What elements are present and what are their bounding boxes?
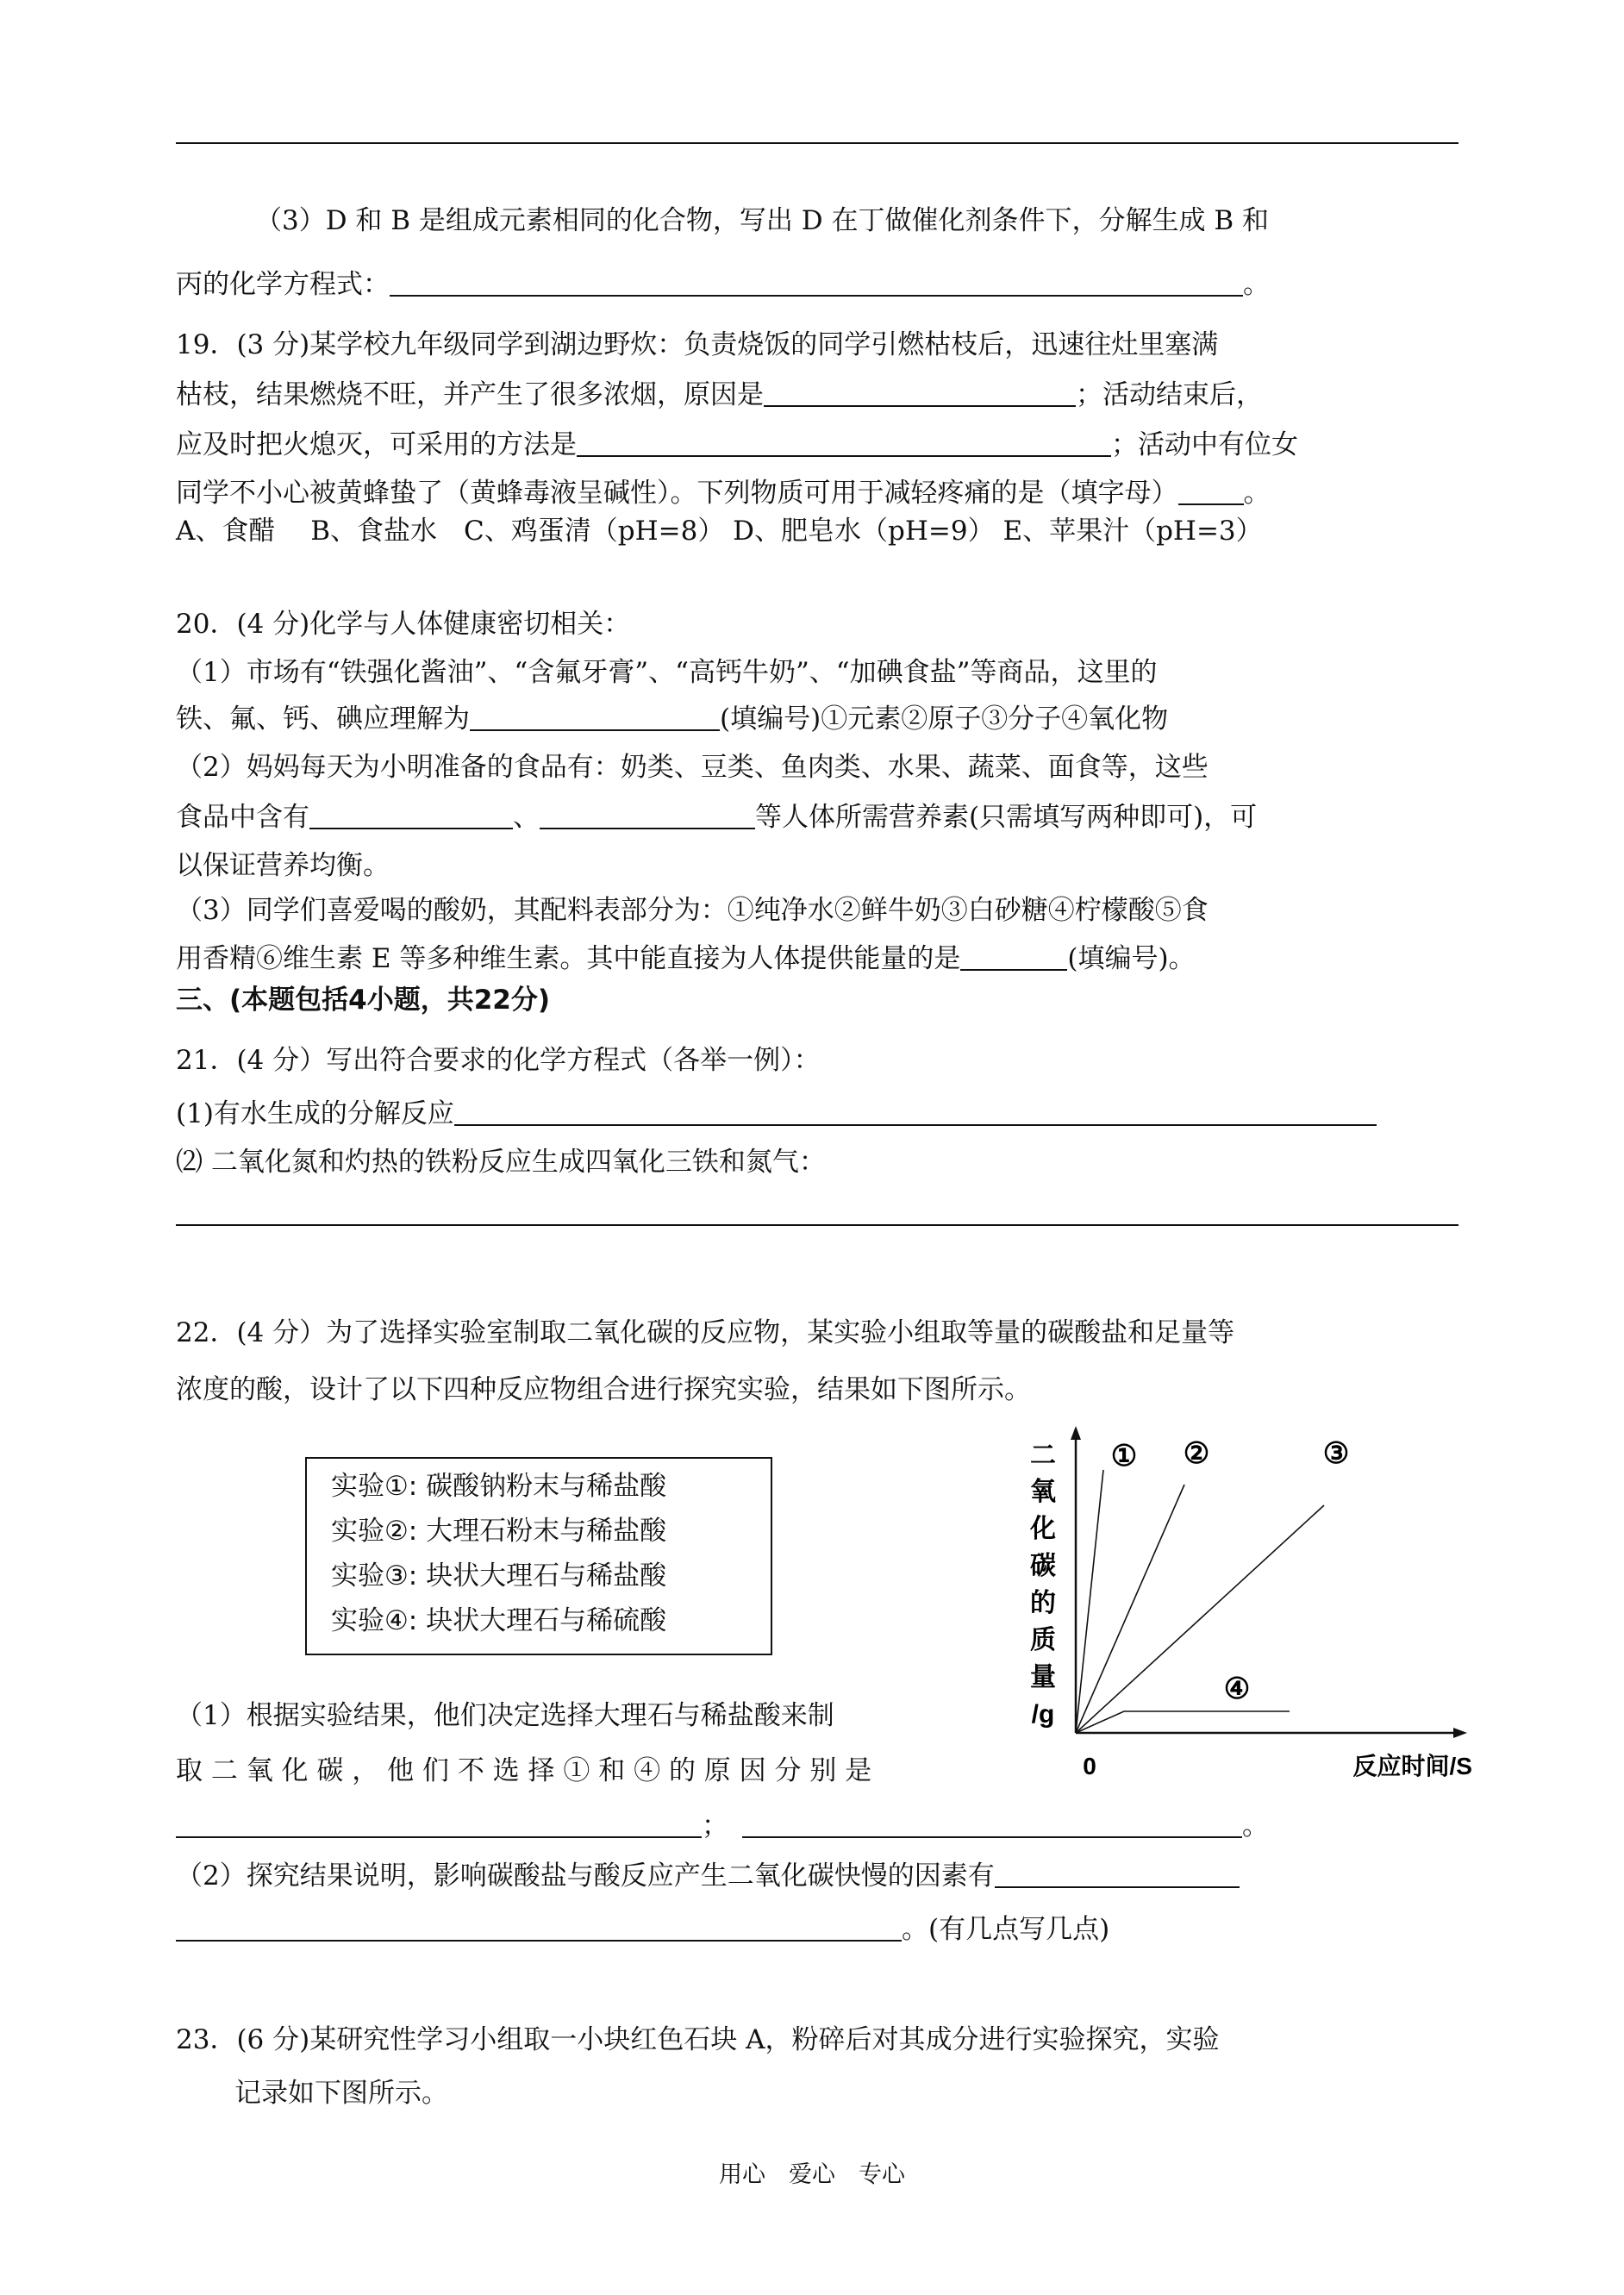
q23-line1: 23．(6 分)某研究性学习小组取一小块红色石块 A，粉碎后对其成分进行实验探究，实验 [176,2024,1220,2055]
header-rule [176,142,1458,144]
q22-p2-blank-1[interactable] [995,1860,1240,1888]
q20-p2-mid: 、 [513,802,540,833]
co2-reaction-chart [1024,1423,1472,1793]
q21-p1 [176,1090,1377,1138]
q20-p1-suffix: (填编号)①元素②原子③分子④氧化物 [720,704,1169,735]
section-3-heading: 三、(本题包括4小题，共22分) [176,985,551,1016]
q20-p2-line2 [176,793,1257,841]
series-3-line [1076,1505,1324,1733]
q21-p2: ⑵ 二氧化氮和灼热的铁粉反应生成四氧化三铁和氮气： [176,1147,826,1178]
q18-3-line1: （3）D 和 B 是组成元素相同的化合物，写出 D 在丁做催化剂条件下，分解生成 B 和 [255,205,1269,236]
q19-line3 [176,421,1298,469]
q19-line2-prefix: 枯枝，结果燃烧不旺，并产生了很多浓烟，原因是 [176,379,764,410]
q18-3-suffix: 。 [1243,269,1270,300]
q20-p1-prefix: 铁、氟、钙、碘应理解为 [176,704,470,735]
q20-p1-blank[interactable] [470,704,720,731]
ylabel-char-7: 量 [1030,1663,1056,1692]
q22-reason-4-blank[interactable] [742,1810,1242,1838]
q19-line3-prefix: 应及时把火熄灭，可采用的方法是 [176,429,577,460]
page-footer: 用心 爱心 专心 [719,2161,905,2188]
q22-line2: 浓度的酸，设计了以下四种反应物组合进行探究实验，结果如下图所示。 [176,1374,1031,1405]
q18-3-answer-blank[interactable] [390,269,1243,297]
q22-line1: 22．(4 分）为了选择实验室制取二氧化碳的反应物，某实验小组取等量的碳酸盐和足量等 [176,1317,1235,1348]
q20-p1-line2 [176,695,1168,743]
q19-line1: 19．(3 分)某学校九年级同学到湖边野炊：负责烧饭的同学引燃枯枝后，迅速往灶里塞满 [176,329,1219,360]
series-2-line [1076,1485,1184,1733]
q23-line2: 记录如下图所示。 [234,2078,448,2109]
series-2-label: ② [1183,1437,1210,1470]
q22-p1-line3 [176,1802,1269,1850]
q19-options: A、食醋 B、食盐水 C、鸡蛋清（pH=8） D、肥皂水（pH=9） E、苹果汁（pH=3） [176,516,1263,547]
x-axis-arrow [1453,1728,1467,1738]
q20-title: 20．(4 分)化学与人体健康密切相关： [176,609,631,640]
q22-p1-end: 。 [1242,1810,1269,1842]
q20-p2-blank-2[interactable] [540,802,755,829]
q19-method-blank[interactable] [577,429,1111,457]
q19-reason-blank[interactable] [764,379,1076,407]
q20-p2-suffix: 等人体所需营养素(只需填写两种即可)，可 [755,802,1258,833]
q21-title: 21．(4 分）写出符合要求的化学方程式（各举一例）： [176,1045,821,1076]
q22-p2-line2 [176,1905,1109,1954]
ylabel-char-8: /g [1031,1700,1055,1729]
experiment-1: 实验①: 碳酸钠粉末与稀盐酸 [331,1471,667,1502]
q19-line2-suffix: ；活动结束后， [1076,379,1263,410]
y-axis-arrow [1071,1426,1081,1440]
q19-line4-suffix: 。 [1243,478,1271,509]
ylabel-char-6: 质 [1030,1626,1056,1654]
q21-p2-answer-line[interactable] [176,1224,1458,1226]
q22-p2-line1 [176,1852,1240,1900]
q21-p1-text: (1)有水生成的分解反应 [176,1098,454,1129]
q19-line2 [176,371,1263,419]
q22-reason-1-blank[interactable] [176,1810,702,1838]
experiment-4: 实验④: 块状大理石与稀硫酸 [331,1605,667,1636]
q20-p3-line1: （3）同学们喜爱喝的酸奶，其配料表部分为：①纯净水②鲜牛奶③白砂糖④柠檬酸⑤食 [176,895,1209,926]
q22-p1-mid: ； [702,1810,728,1842]
q20-p3-blank[interactable] [960,943,1067,971]
ylabel-char-4: 碳 [1030,1552,1056,1580]
experiment-box [305,1457,772,1655]
ylabel-char-2: 氧 [1030,1478,1056,1506]
q21-p1-blank[interactable] [454,1098,1377,1126]
q19-choice-blank[interactable] [1178,478,1244,505]
series-4-line [1076,1711,1290,1733]
series-3-label: ③ [1322,1437,1350,1470]
origin-label: 0 [1083,1753,1096,1779]
q22-p2-blank-2[interactable] [176,1914,902,1942]
q20-p2-line3: 以保证营养均衡。 [176,850,390,881]
q22-p1-line1: （1）根据实验结果，他们决定选择大理石与稀盐酸来制 [176,1700,834,1731]
series-1-label: ① [1110,1440,1138,1473]
series-1-line [1076,1470,1103,1733]
q19-line4-prefix: 同学不小心被黄蜂蛰了（黄蜂毒液呈碱性）。下列物质可用于减轻疼痛的是（填字母） [176,478,1178,509]
q20-p1-line1: （1）市场有“铁强化酱油”、“含氟牙膏”、“高钙牛奶”、“加碘食盐”等商品，这里的 [176,657,1158,688]
ylabel-char-1: 二 [1030,1441,1056,1470]
q20-p2-blank-1[interactable] [309,802,513,829]
q20-p2-line1: （2）妈妈每天为小明准备的食品有：奶类、豆类、鱼肉类、水果、蔬菜、面食等，这些 [176,752,1209,783]
q20-p3-prefix: 用香精⑥维生素 E 等多种维生素。其中能直接为人体提供能量的是 [176,943,961,974]
ylabel-char-3: 化 [1030,1515,1056,1543]
experiment-2: 实验②: 大理石粉末与稀盐酸 [331,1516,667,1547]
q22-p1-line2: 取 二 氧 化 碳 ， 他 们 不 选 择 ① 和 ④ 的 原 因 分 别 是 [176,1755,872,1786]
x-axis-label: 反应时间/S [1352,1753,1472,1779]
ylabel-char-5: 的 [1030,1589,1056,1617]
series-4-label: ④ [1223,1673,1251,1705]
q22-p2-text: （2）探究结果说明，影响碳酸盐与酸反应产生二氧化碳快慢的因素有 [176,1860,995,1892]
q20-p3-suffix: (填编号)。 [1067,943,1196,974]
q19-line3-suffix: ；活动中有位女 [1111,429,1298,460]
q18-3-prefix: 丙的化学方程式： [176,269,390,300]
q22-p2-suffix: 。(有几点写几点) [902,1914,1110,1945]
q20-p2-prefix: 食品中含有 [176,802,309,833]
q18-3-line2 [176,260,1270,309]
experiment-3: 实验③: 块状大理石与稀盐酸 [331,1560,667,1591]
